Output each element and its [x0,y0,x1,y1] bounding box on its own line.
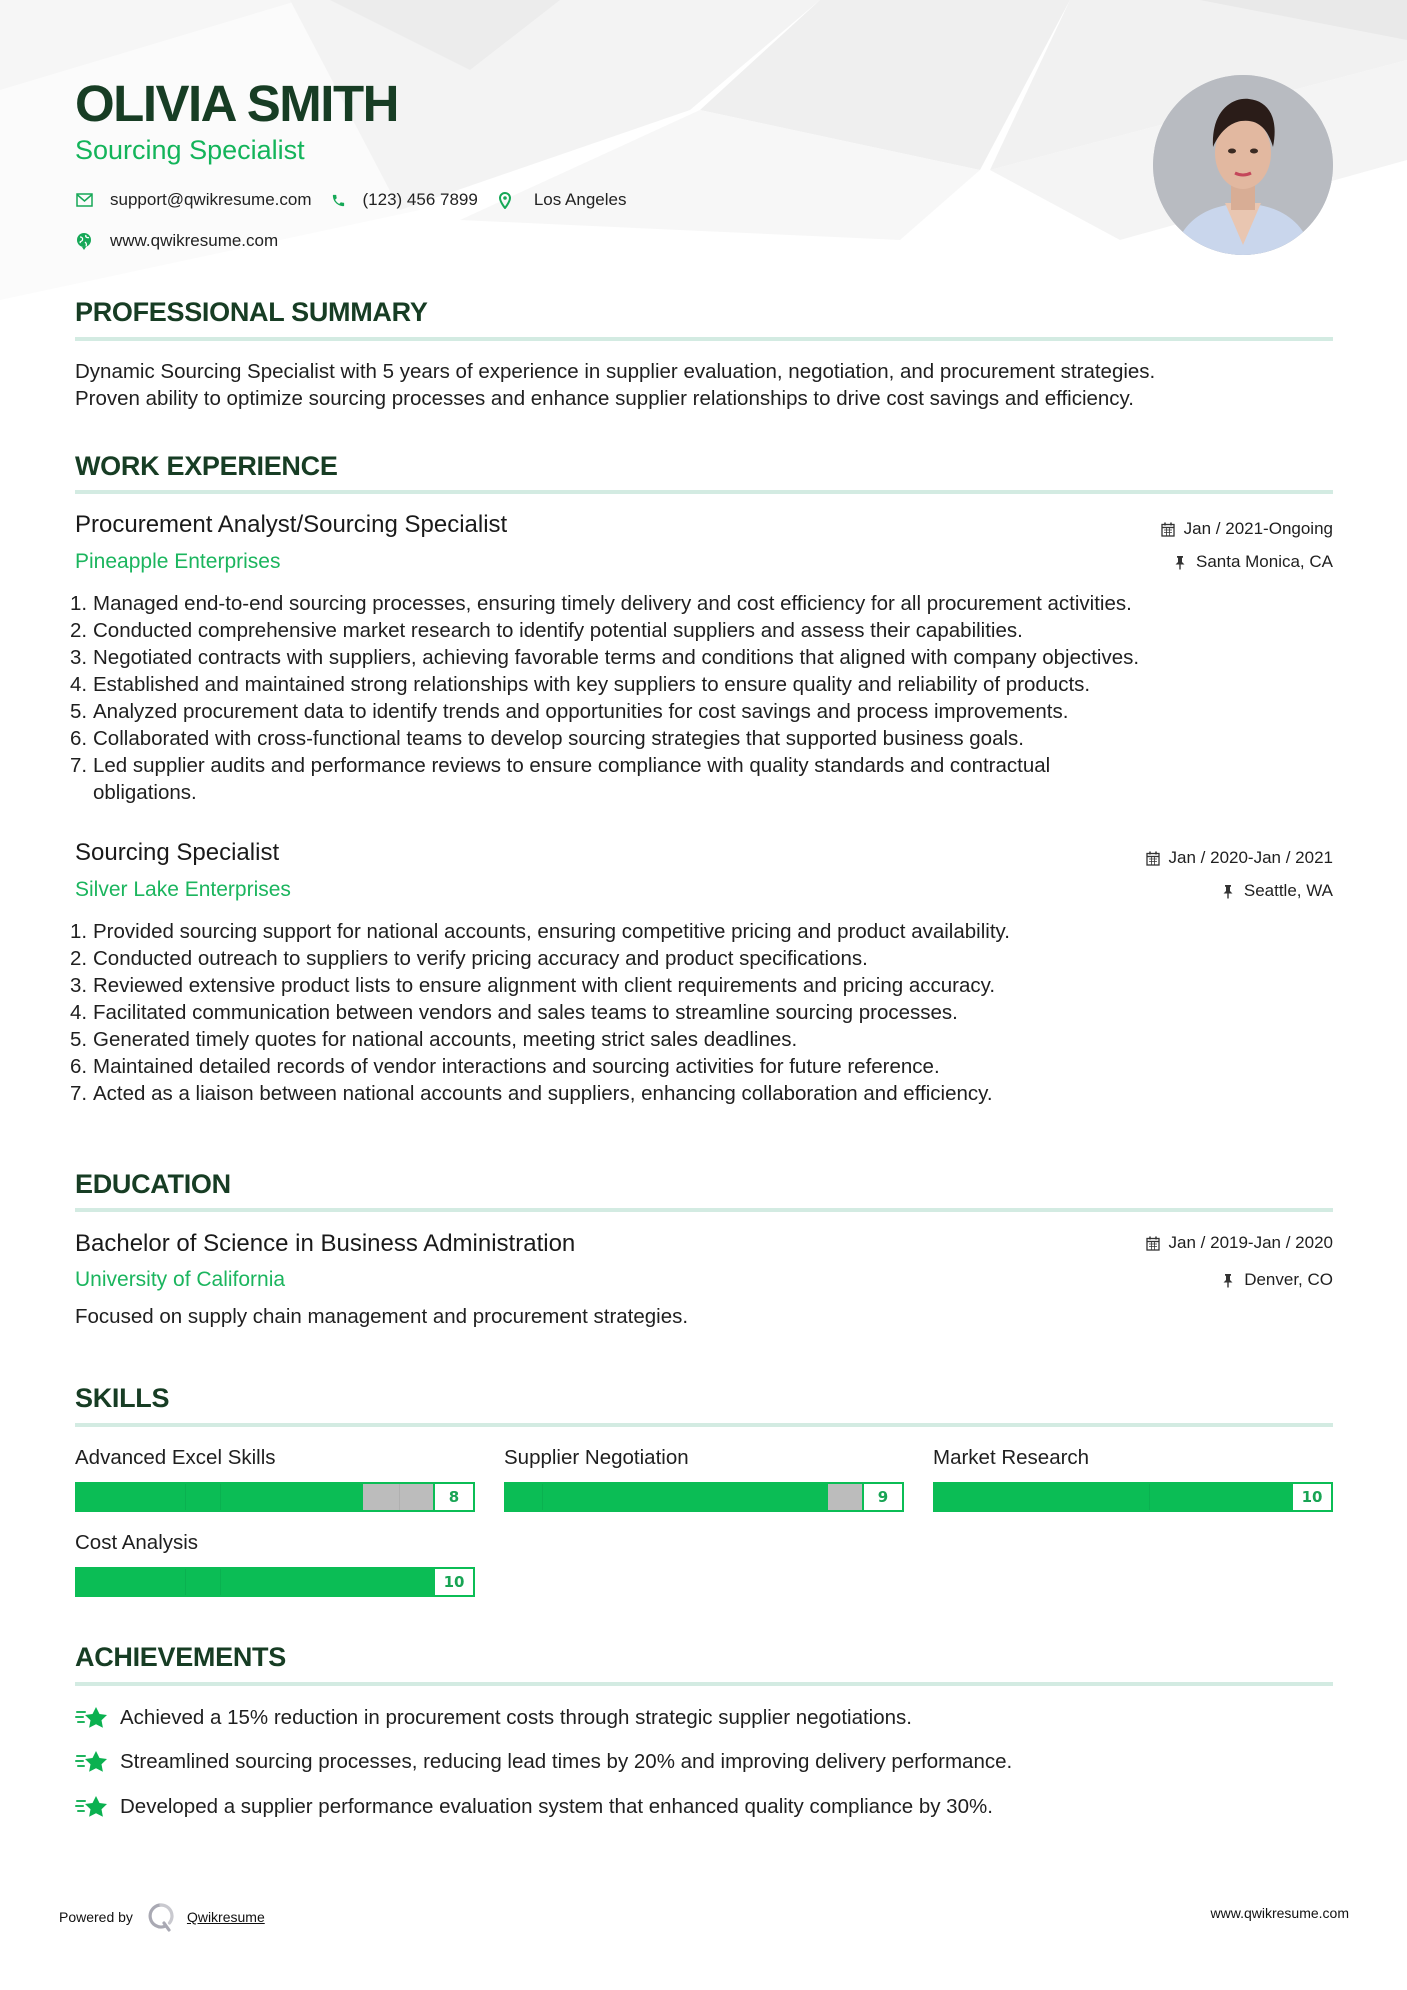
skill-rating-bar [504,1482,904,1512]
list-item: 2. Conducted outreach to suppliers to verify pricing accuracy and product specifications. [70,947,868,970]
section-divider [75,490,1333,494]
qwikresume-link[interactable]: Qwikresume [186,1909,265,1925]
globe-icon [75,232,93,250]
list-item: 6. Maintained detailed records of vendor interactions and sourcing activities for future reference. [70,1055,940,1078]
skill-score: 9 [862,1484,902,1510]
phone-number[interactable]: (123) 456 7899 [362,190,478,209]
list-item: 1. Managed end-to-end sourcing processes, ensuring timely delivery and cost efficiency for all procurement activities. [70,592,1132,615]
achievement-item [75,1793,993,1821]
summary-line: Dynamic Sourcing Specialist with 5 years of experience in supplier evaluation, negotiation, and procurement strategies. [75,360,1156,383]
company-name: Pineapple Enterprises [75,550,281,573]
email-link[interactable]: support@qwikresume.com [110,190,312,209]
list-item: 3. Reviewed extensive product lists to ensure alignment with client requirements and pricing accuracy. [70,974,996,997]
skill-score: 8 [433,1484,473,1510]
dates-text: Jan / 2020-Jan / 2021 [1168,848,1333,867]
list-item: 4. Facilitated communication between vendors and sales teams to streamline sourcing processes. [70,1001,958,1024]
list-item: 6. Collaborated with cross-functional teams to develop sourcing strategies that supported business goals. [70,727,1024,750]
job-dates [1160,518,1333,540]
pushpin-icon [1172,554,1188,570]
job-location [1172,551,1333,573]
section-title-education: EDUCATION [75,1169,231,1199]
summary-text [75,358,1345,412]
education-location [1220,1269,1333,1291]
skill-rating-bar [75,1482,475,1512]
job-location [1220,880,1333,902]
phone-icon [330,191,348,209]
section-divider [75,337,1333,341]
list-item: 4. Established and maintained strong relationships with key suppliers to ensure quality and reliability of products. [70,673,1091,696]
education-description: Focused on supply chain management and procurement strategies. [75,1305,689,1328]
candidate-role: Sourcing Specialist [75,135,305,165]
achievement-item [75,1748,1012,1776]
list-item: 1. Provided sourcing support for national accounts, ensuring competitive pricing and product availability. [70,920,1010,943]
list-item: 7. Led supplier audits and performance reviews to ensure compliance with quality standards and contractual obligations. [70,754,1051,804]
list-item: 5. Generated timely quotes for national accounts, meeting strict sales deadlines. [70,1028,798,1051]
star-award-icon [75,1748,109,1776]
map-pin-icon [496,191,514,209]
calendar-icon [1145,850,1161,866]
achievement-item [75,1704,912,1732]
pushpin-icon [1220,883,1236,899]
contact-row-primary [75,188,626,212]
company-name: Silver Lake Enterprises [75,878,291,901]
skill-label: Cost Analysis [75,1531,199,1554]
job-title: Procurement Analyst/Sourcing Specialist [75,511,508,538]
job-dates [1145,847,1333,869]
pushpin-icon [1220,1272,1236,1288]
list-item: 7. Acted as a liaison between national accounts and suppliers, enhancing collaboration and efficiency. [70,1082,993,1105]
section-title-achievements: ACHIEVEMENTS [75,1642,286,1672]
list-item: 2. Conducted comprehensive market research to identify potential suppliers and assess their capabilities. [70,619,1023,642]
envelope-icon [75,191,93,209]
skill-bar-fill [935,1484,1331,1510]
achievement-text: Developed a supplier performance evaluation system that enhanced quality compliance by 30%. [120,1795,993,1818]
skill-bar-fill [77,1569,473,1595]
achievement-text: Achieved a 15% reduction in procurement costs through strategic supplier negotiations. [120,1706,912,1729]
achievement-text: Streamlined sourcing processes, reducing lead times by 20% and improving delivery performance. [120,1750,1013,1773]
summary-line: Proven ability to optimize sourcing processes and enhance supplier relationships to drive cost savings and efficiency. [75,387,1134,410]
skill-label: Market Research [933,1446,1090,1469]
calendar-icon [1145,1235,1161,1251]
star-award-icon [75,1793,109,1821]
list-item: 3. Negotiated contracts with suppliers, achieving favorable terms and conditions that aligned with company objectives. [70,646,1140,669]
section-divider [75,1682,1333,1686]
degree-title: Bachelor of Science in Business Administration [75,1230,576,1257]
education-dates [1145,1232,1333,1254]
list-item: 5. Analyzed procurement data to identify trends and opportunities for cost savings and process improvements. [70,700,1069,723]
job-title: Sourcing Specialist [75,839,280,866]
skill-score: 10 [433,1569,473,1595]
skill-label: Supplier Negotiation [504,1446,689,1469]
location-text: Santa Monica, CA [1195,552,1333,571]
candidate-name: OLIVIA SMITH [75,75,398,132]
skill-rating-bar [75,1567,475,1597]
section-divider [75,1208,1333,1212]
job-responsibilities-list [70,590,1340,806]
contact-row-secondary [75,229,278,253]
school-name: University of California [75,1268,286,1291]
section-title-skills: SKILLS [75,1383,170,1413]
skill-label: Advanced Excel Skills [75,1446,276,1469]
section-title-summary: PROFESSIONAL SUMMARY [75,297,428,327]
calendar-icon [1160,521,1176,537]
dates-text: Jan / 2021-Ongoing [1183,519,1333,538]
section-divider [75,1423,1333,1427]
skill-bar-fill [506,1484,828,1510]
section-title-experience: WORK EXPERIENCE [75,451,338,481]
dates-text: Jan / 2019-Jan / 2020 [1168,1233,1333,1252]
location-text: Denver, CO [1244,1270,1333,1289]
footer-website-link[interactable]: www.qwikresume.com [1210,1905,1349,1921]
job-responsibilities-list [70,918,1340,1107]
star-award-icon [75,1704,109,1732]
skill-rating-bar [933,1482,1333,1512]
website-link[interactable]: www.qwikresume.com [110,231,279,250]
qwikresume-logo-icon [147,1902,175,1932]
footer-powered-by [59,1902,265,1932]
profile-photo [1153,75,1333,255]
powered-by-label: Powered by [59,1909,133,1925]
skill-score: 10 [1291,1484,1331,1510]
location-text: Seattle, WA [1243,881,1333,900]
location-text: Los Angeles [533,190,627,209]
